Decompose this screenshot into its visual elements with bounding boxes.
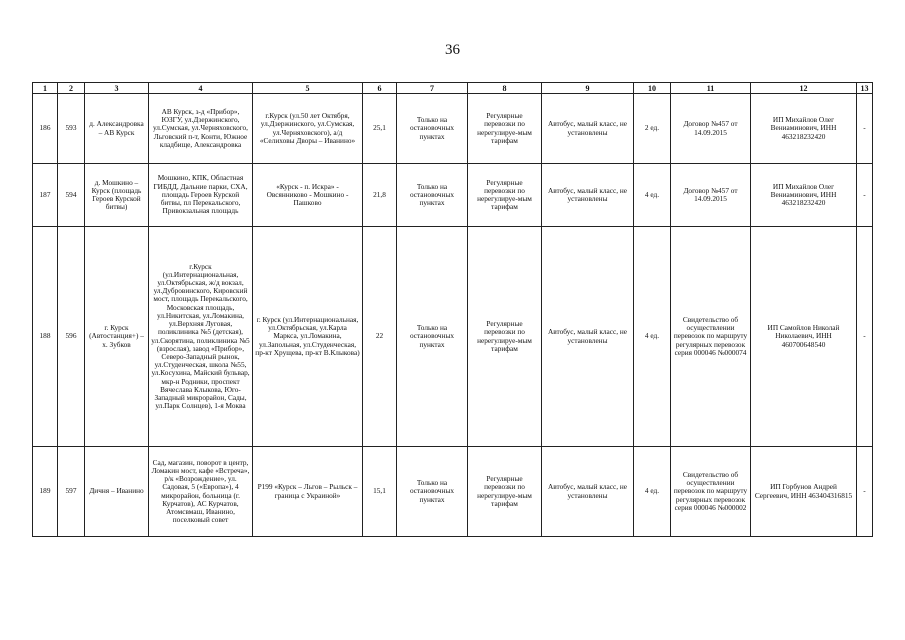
cell-boarding: Только на остановочных пунктах xyxy=(397,227,468,447)
table-row xyxy=(33,227,873,447)
cell-length: 22 xyxy=(363,227,397,447)
cell-transport-type: Регулярные перевозки по нерегулируе-мым тарифам xyxy=(468,164,542,227)
cell-count: 4 ед. xyxy=(634,164,671,227)
cell-document: Свидетельство об осуществлении перевозок по маршруту регулярных перевозок серия 000046 №000074 xyxy=(671,227,751,447)
cell-document: Свидетельство об осуществлении перевозок по маршруту регулярных перевозок серия 000046 №000002 xyxy=(671,447,751,537)
header-row xyxy=(33,83,873,94)
cell-route-name: Дичня – Иванино xyxy=(85,447,149,537)
col-header: 7 xyxy=(397,83,468,94)
cell-vehicle: Автобус, малый класс, не установлены xyxy=(542,94,634,164)
cell-note: - xyxy=(857,94,873,164)
cell-row-number: 186 xyxy=(33,94,58,164)
cell-row-number: 187 xyxy=(33,164,58,227)
cell-document: Договор №457 от 14.09.2015 xyxy=(671,94,751,164)
cell-route-name: д. Мошкино – Курск (площадь Героев Курской битвы) xyxy=(85,164,149,227)
col-header: 10 xyxy=(634,83,671,94)
cell-count: 4 ед. xyxy=(634,227,671,447)
cell-transport-type: Регулярные перевозки по нерегулируе-мым тарифам xyxy=(468,447,542,537)
cell-stops: Мошкино, КПК, Областная ГИБДД, Дальние парки, СХА, площадь Героев Курской битвы, пл Перекальского, Привокзальная площадь xyxy=(149,164,253,227)
cell-transport-type: Регулярные перевозки по нерегулируе-мым тарифам xyxy=(468,227,542,447)
cell-stops: Сад, магазин, поворот в центр, Ломакин мост, кафе «Встреча», р/к «Возрождение», ул. Садовая, 5 («Европа»), 4 микрорайон, больница (г. Курчатов), АС Курчатов, Атомсвмаш, Иванино, поселковый совет xyxy=(149,447,253,537)
cell-vehicle: Автобус, малый класс, не установлены xyxy=(542,447,634,537)
cell-row-number: 189 xyxy=(33,447,58,537)
col-header: 12 xyxy=(751,83,857,94)
cell-count: 4 ед. xyxy=(634,447,671,537)
page-number: 36 xyxy=(445,42,460,58)
cell-carrier: ИП Горбунов Андрей Сергеевич, ИНН 463404316815 xyxy=(751,447,857,537)
cell-route-number: 593 xyxy=(58,94,85,164)
cell-carrier: ИП Михайлов Олег Вениаминович, ИНН 463218232420 xyxy=(751,94,857,164)
col-header: 6 xyxy=(363,83,397,94)
col-header: 2 xyxy=(58,83,85,94)
cell-note: - xyxy=(857,164,873,227)
table-row xyxy=(33,94,873,164)
cell-document: Договор №457 от 14.09.2015 xyxy=(671,164,751,227)
cell-transport-type: Регулярные перевозки по нерегулируе-мым тарифам xyxy=(468,94,542,164)
cell-vehicle: Автобус, малый класс, не установлены xyxy=(542,227,634,447)
col-header: 4 xyxy=(149,83,253,94)
cell-vehicle: Автобус, малый класс, не установлены xyxy=(542,164,634,227)
routes-table xyxy=(32,82,873,537)
table-row xyxy=(33,447,873,537)
col-header: 9 xyxy=(542,83,634,94)
cell-route-number: 594 xyxy=(58,164,85,227)
col-header: 1 xyxy=(33,83,58,94)
cell-route-name: д. Александровка – АВ Курск xyxy=(85,94,149,164)
cell-note: - xyxy=(857,227,873,447)
cell-length: 25,1 xyxy=(363,94,397,164)
table-row xyxy=(33,164,873,227)
cell-boarding: Только на остановочных пунктах xyxy=(397,447,468,537)
cell-row-number: 188 xyxy=(33,227,58,447)
cell-boarding: Только на остановочных пунктах xyxy=(397,94,468,164)
cell-streets: Р199 «Курск – Льгов – Рыльск – граница с Украиной» xyxy=(253,447,363,537)
col-header: 13 xyxy=(857,83,873,94)
col-header: 3 xyxy=(85,83,149,94)
cell-boarding: Только на остановочных пунктах xyxy=(397,164,468,227)
cell-stops: АВ Курск, з-д «Прибор», ЮЗГУ, ул.Дзержинского, ул.Сумская, ул.Черняховского, Льговский п-т, Конти, Южное кладбище, Александровка xyxy=(149,94,253,164)
cell-route-number: 597 xyxy=(58,447,85,537)
col-header: 11 xyxy=(671,83,751,94)
cell-carrier: ИП Самойлов Николай Николаевич, ИНН 460700648540 xyxy=(751,227,857,447)
cell-note: - xyxy=(857,447,873,537)
cell-carrier: ИП Михайлов Олег Вениаминович, ИНН 463218232420 xyxy=(751,164,857,227)
cell-streets: г.Курск (ул.50 лет Октября, ул.Дзержинского, ул.Сумская, ул.Черняховского), а/д «Селиховы Дворы – Иванино» xyxy=(253,94,363,164)
cell-length: 15,1 xyxy=(363,447,397,537)
cell-route-name: г. Курск (Автостанция+) – х. Зубков xyxy=(85,227,149,447)
cell-length: 21,8 xyxy=(363,164,397,227)
col-header: 8 xyxy=(468,83,542,94)
cell-route-number: 596 xyxy=(58,227,85,447)
cell-count: 2 ед. xyxy=(634,94,671,164)
cell-stops: г.Курск (ул.Интернациональная, ул.Октябрьская, ж/д вокзал, ул.Дубровинского, Кировский мост, площадь Перекальского, Московская площадь, ул.Никитская, ул.Ломакина, ул.Верхняя Луговая, поликлиника №5 (детская), ул.Скорятина, поликлиника №5 (взрослая), завод «Прибор», Северо-Западный рынок, ул.Студенческая, школа №55, ул.Косухина, Майский бульвар, мкр-н Родники, проспект Вячеслава Клыкова, Юго-Западный микрорайон, Сады, ул.Парк Солнцев), 1-я Моква xyxy=(149,227,253,447)
col-header: 5 xyxy=(253,83,363,94)
cell-streets: «Курск - п. Искра» - Овсянниково - Мошкино - Пашково xyxy=(253,164,363,227)
cell-streets: г. Курск (ул.Интернациональная, ул.Октябрьская, ул.Карла Маркса, ул.Ломакина, ул.Запольная, ул.Студенческая, пр-кт Хрущева, пр-кт В.Клыкова) xyxy=(253,227,363,447)
